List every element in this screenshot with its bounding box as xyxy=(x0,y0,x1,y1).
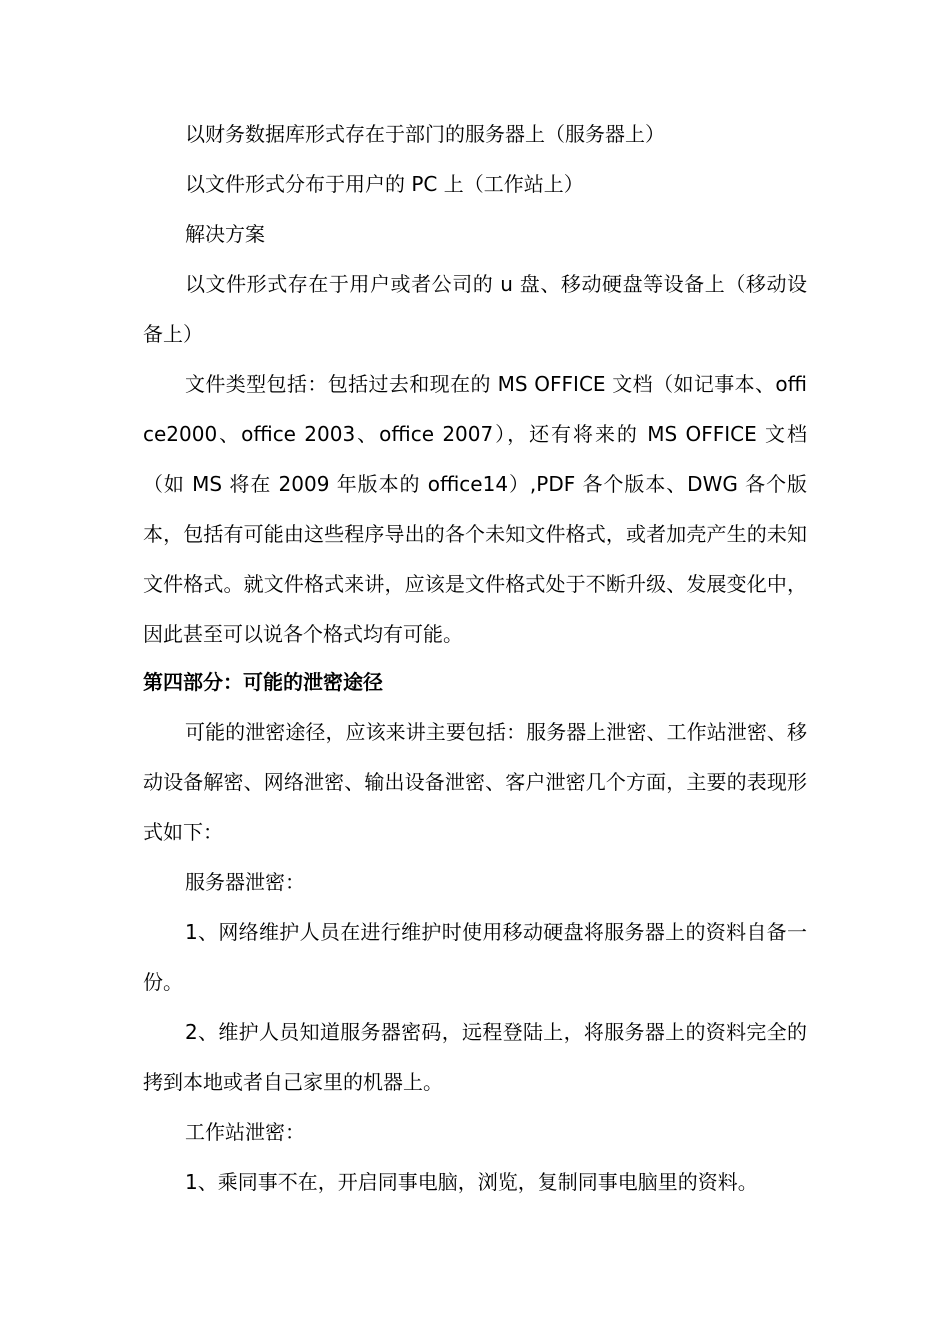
paragraph: 以财务数据库形式存在于部门的服务器上（服务器上） xyxy=(185,122,665,146)
paragraph: 以文件形式存在于用户或者公司的 u 盘、移动硬盘等设备上（移动设备上） xyxy=(143,272,807,346)
paragraph: 1、乘同事不在，开启同事电脑，浏览，复制同事电脑里的资料。 xyxy=(185,1170,758,1194)
section-heading: 第四部分：可能的泄密途径 xyxy=(143,670,383,694)
paragraph: 文件类型包括：包括过去和现在的 MS OFFICE 文档（如记事本、office2000、office 2003、office 2007），还有将来的 MS OFFICE 文档（如 MS 将在 2009 年版本的 office14）,PDF 各个版本、DWG 各个版本，包括有可能由这些程序导出的各个未知文件格式，或者加壳产生的未知文件格式。就文件格式来讲，应该是文件格式处于不断升级、发展变化中，因此甚至可以说各个格式均有可能。 xyxy=(143,372,807,646)
paragraph: 2、维护人员知道服务器密码，远程登陆上，将服务器上的资料完全的拷到本地或者自己家里的机器上。 xyxy=(143,1020,807,1094)
paragraph: 服务器泄密： xyxy=(185,870,305,894)
paragraph: 1、网络维护人员在进行维护时使用移动硬盘将服务器上的资料自备一份。 xyxy=(143,920,807,994)
paragraph: 可能的泄密途径，应该来讲主要包括：服务器上泄密、工作站泄密、移动设备解密、网络泄密、输出设备泄密、客户泄密几个方面，主要的表现形式如下： xyxy=(143,720,807,844)
paragraph: 以文件形式分布于用户的 PC 上（工作站上） xyxy=(185,172,584,196)
paragraph: 解决方案 xyxy=(185,222,265,246)
paragraph: 工作站泄密： xyxy=(185,1120,305,1144)
